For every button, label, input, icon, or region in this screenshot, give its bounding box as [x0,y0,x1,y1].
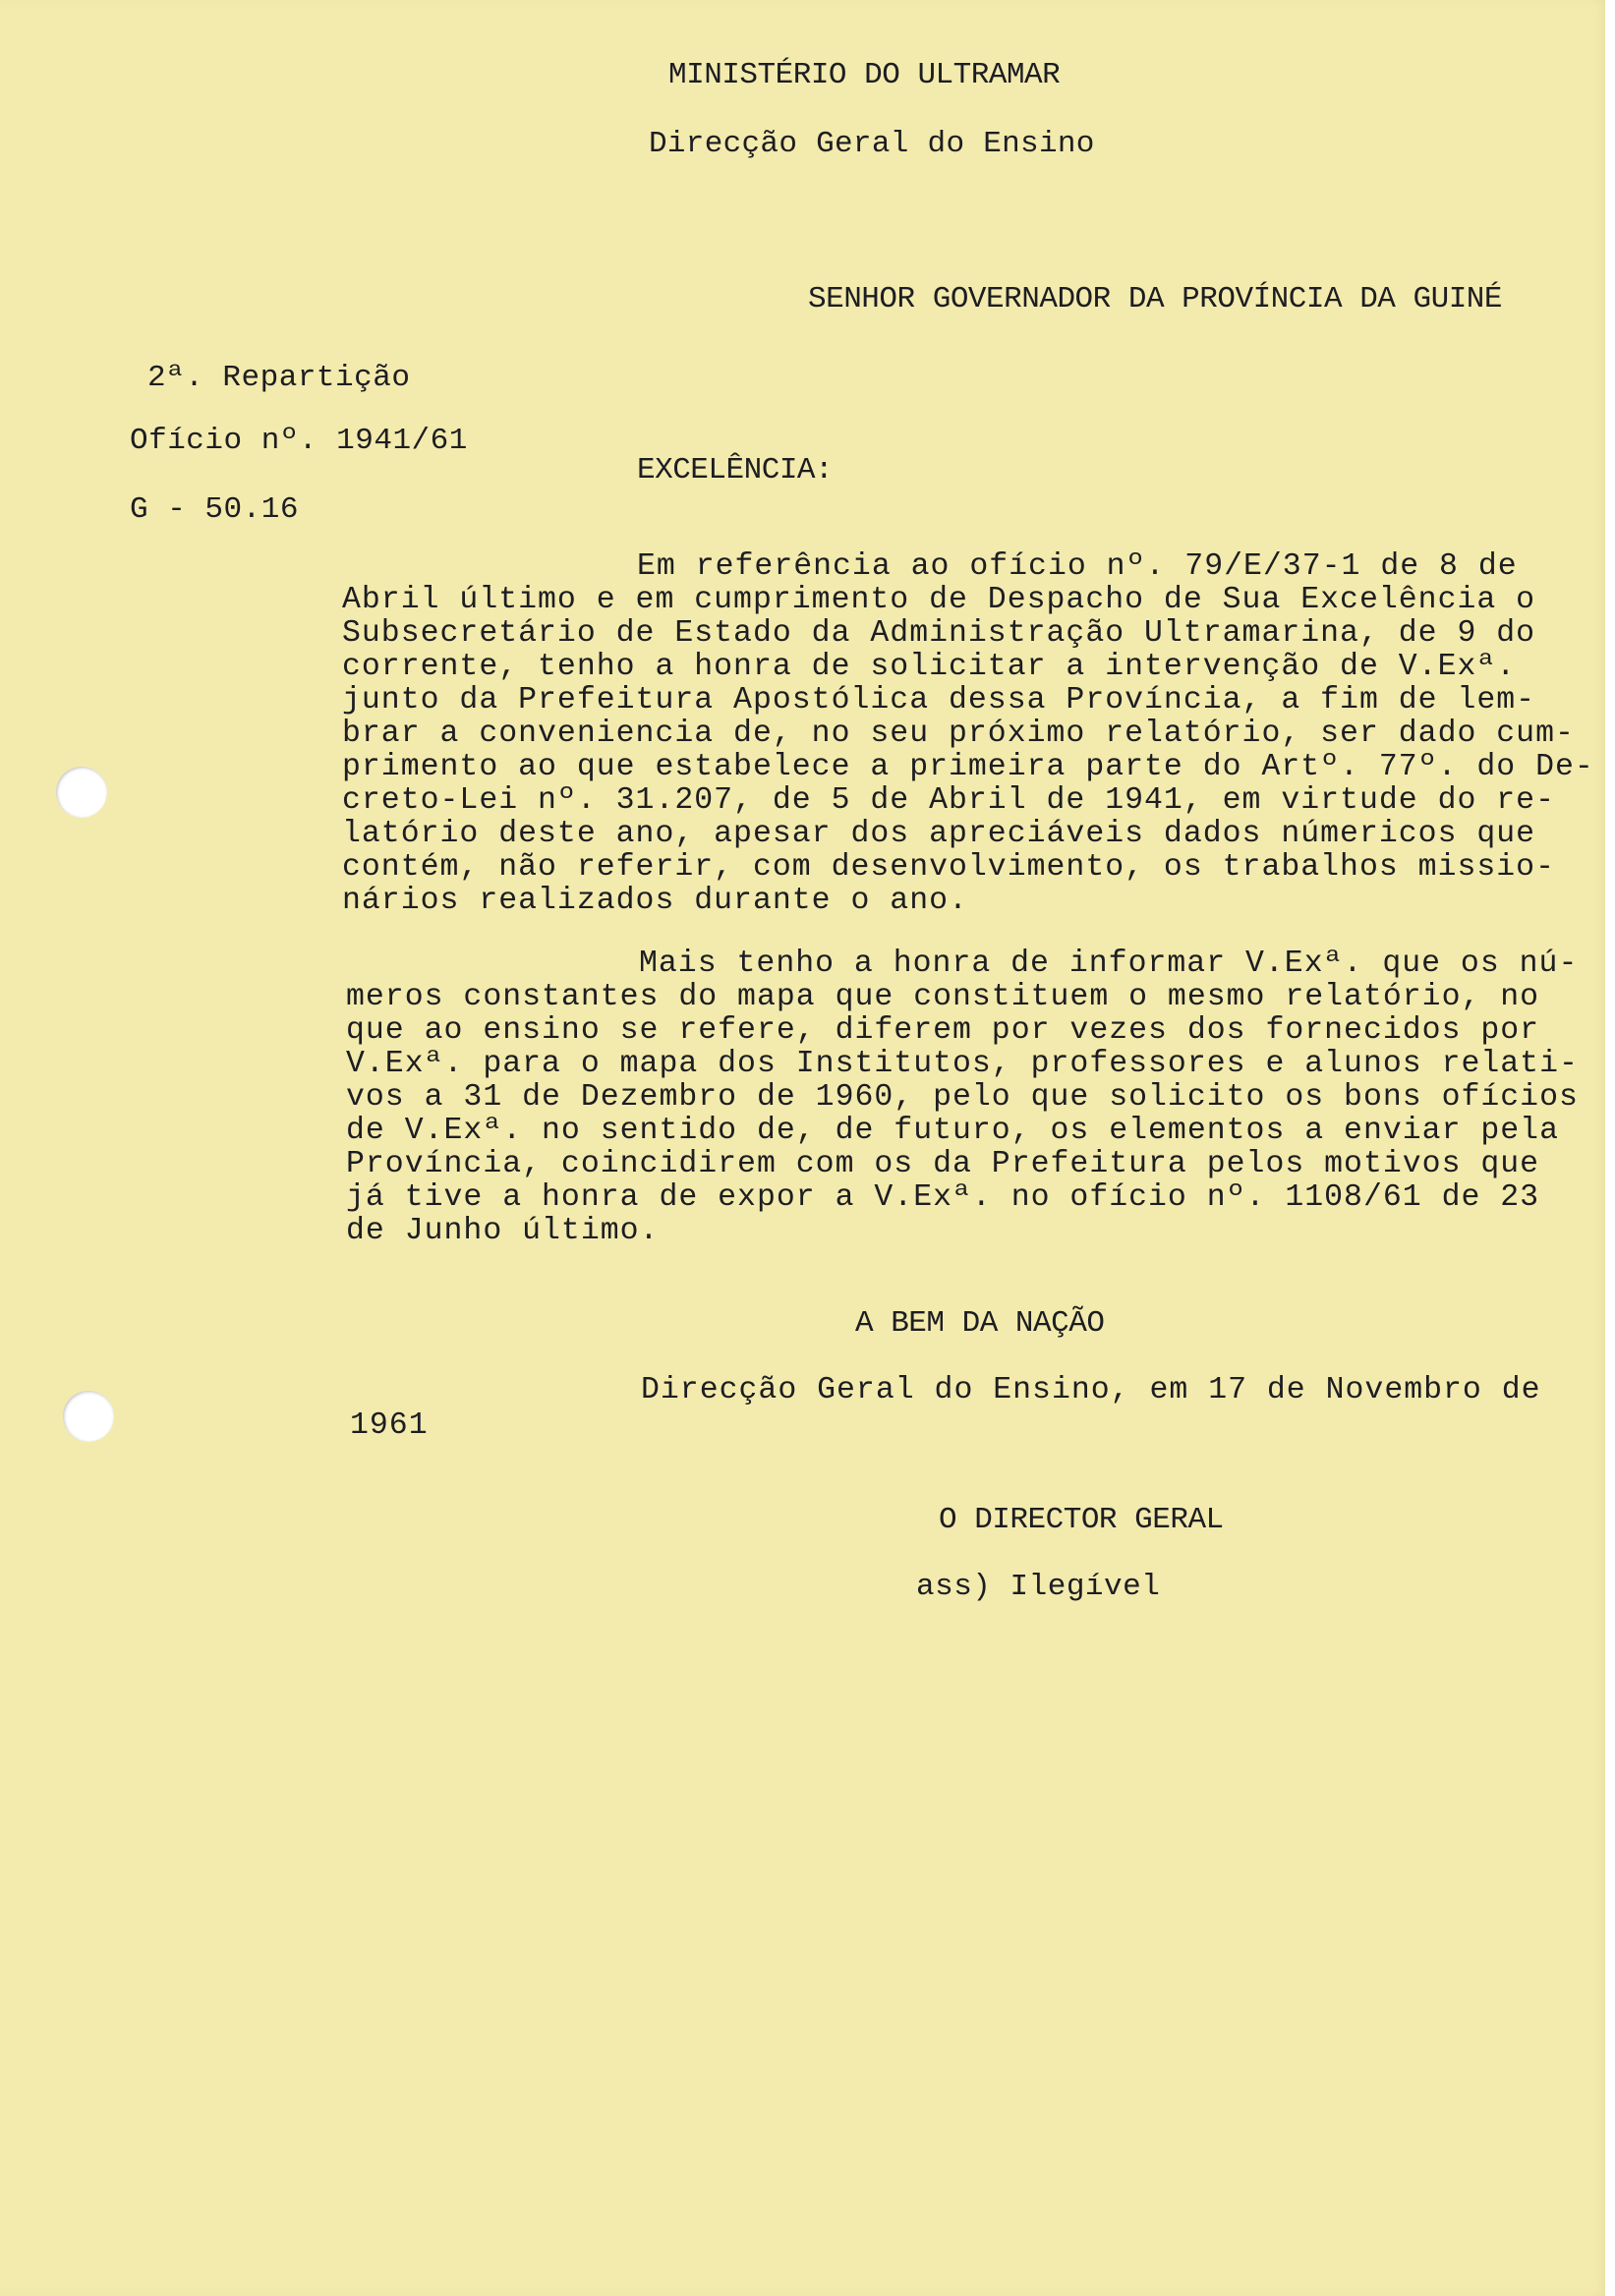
paragraph-2-line-8: já tive a honra de expor a V.Exª. no ofício nº. 1108/61 de 23 [346,1180,1540,1215]
paragraph-2-line-4: V.Exª. para o mapa dos Institutos, professores e alunos relati- [346,1047,1579,1081]
paragraph-2-line-1: Mais tenho a honra de informar V.Exª. que os nú- [639,947,1579,981]
paragraph-1-line-7: primento ao que estabelece a primeira parte do Artº. 77º. do De- [342,750,1594,784]
office-number: Ofício nº. 1941/61 [130,424,468,458]
paragraph-1-line-6: brar a conveniencia de, no seu próximo relatório, ser dado cum- [342,717,1575,751]
ministry-heading: MINISTÉRIO DO ULTRAMAR [668,58,1061,92]
paragraph-1-line-4: corrente, tenho a honra de solicitar a intervenção de V.Exª. [342,650,1517,684]
paragraph-2-line-6: de V.Exª. no sentido de, de futuro, os elementos a enviar pela [346,1114,1559,1148]
department-label: 2ª. Repartição [147,361,411,395]
paragraph-1-line-3: Subsecretário de Estado da Administração Ultramarina, de 9 do [342,616,1536,651]
signatory-title: O DIRECTOR GERAL [939,1503,1224,1537]
signature-line: ass) Ilegível [916,1570,1161,1604]
paragraph-1-line-2: Abril último e em cumprimento de Despacho de Sua Excelência o [342,583,1536,617]
addressee-line: SENHOR GOVERNADOR DA PROVÍNCIA DA GUINÉ [808,282,1503,316]
date-year: 1961 [350,1408,429,1443]
paragraph-1-line-1: Em referência ao ofício nº. 79/E/37-1 de 8 de [637,549,1518,584]
salutation: EXCELÊNCIA: [637,453,834,488]
paragraph-1-line-8: creto-Lei nº. 31.207, de 5 de Abril de 1941, em virtude do re- [342,783,1555,818]
paragraph-1-line-10: contém, não referir, com desenvolvimento, os trabalhos missio- [342,850,1555,885]
paragraph-2-line-5: vos a 31 de Dezembro de 1960, pelo que solicito os bons ofícios [346,1080,1579,1115]
punch-hole-upper [56,767,107,818]
file-code: G - 50.16 [130,492,299,527]
directorate-heading: Direcção Geral do Ensino [649,127,1095,161]
paragraph-1-line-9: latório deste ano, apesar dos apreciáveis dados númericos que [342,817,1536,851]
paragraph-2-line-2: meros constantes do mapa que constituem o mesmo relatório, no [346,980,1540,1014]
closing-motto: A BEM DA NAÇÃO [855,1306,1105,1341]
paragraph-1-line-5: junto da Prefeitura Apostólica dessa Província, a fim de lem- [342,683,1536,718]
place-date-line: Direcção Geral do Ensino, em 17 de Novembro de [641,1373,1541,1407]
punch-hole-lower [63,1391,114,1442]
paragraph-2-line-3: que ao ensino se refere, diferem por vezes dos fornecidos por [346,1013,1540,1048]
paper-edge [1605,0,1615,2296]
paragraph-1-line-11: nários realizados durante o ano. [342,884,968,918]
paragraph-2-line-7: Província, coincidirem com os da Prefeitura pelos motivos que [346,1147,1540,1181]
paragraph-2-line-9: de Junho último. [346,1214,660,1248]
